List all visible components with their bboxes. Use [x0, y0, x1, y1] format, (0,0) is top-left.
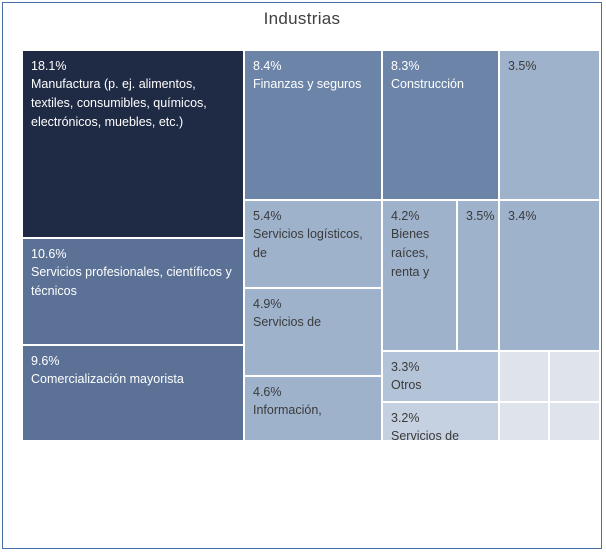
treemap-tile[interactable] — [382, 351, 499, 402]
tile-label: Información, — [253, 403, 322, 417]
tile-label: Comercialización mayorista — [31, 372, 184, 386]
treemap-tile[interactable] — [244, 376, 382, 441]
treemap-tile[interactable] — [382, 402, 499, 441]
tile-value: 3.5% — [508, 59, 537, 73]
treemap-tile[interactable] — [382, 50, 499, 200]
tile-value: 3.3% — [391, 360, 420, 374]
tile-value: 9.6% — [31, 354, 60, 368]
tile-value: 3.4% — [508, 209, 537, 223]
tile-value: 4.9% — [253, 297, 282, 311]
treemap-tile[interactable] — [244, 200, 382, 288]
tile-value: 4.6% — [253, 385, 282, 399]
tile-value: 8.4% — [253, 59, 282, 73]
tile-value: 8.3% — [391, 59, 420, 73]
treemap-tile[interactable] — [499, 402, 549, 441]
treemap-tile[interactable] — [499, 200, 600, 351]
tile-label: Servicios de — [253, 315, 322, 329]
treemap-tile[interactable] — [499, 351, 549, 402]
treemap-tile[interactable] — [22, 345, 244, 441]
tile-value: 5.4% — [253, 209, 282, 223]
treemap-tile[interactable] — [22, 238, 244, 345]
tile-value: 3.2% — [391, 411, 420, 425]
chart-frame — [2, 2, 602, 549]
chart-title: Industrias — [263, 9, 341, 28]
treemap-tile[interactable] — [244, 50, 382, 200]
tile-label: Servicios profesionales, científicos y técnicos — [31, 265, 232, 298]
tile-value: 18.1% — [31, 59, 67, 73]
treemap-tile[interactable] — [22, 50, 244, 238]
treemap-tile[interactable] — [549, 351, 600, 402]
tile-label: Bienes raíces, renta y — [391, 227, 430, 279]
tile-label: Manufactura (p. ej. alimentos, textiles, consumibles, químicos, electrónicos, muebles, etc.) — [31, 77, 207, 129]
treemap-plot — [22, 50, 600, 441]
treemap-tile[interactable] — [457, 200, 499, 351]
treemap-tile[interactable] — [382, 200, 457, 351]
tile-label: Servicios logísticos, de — [253, 227, 363, 260]
tile-value: 3.5% — [466, 209, 495, 223]
tile-label: Otros — [391, 378, 422, 392]
tile-value: 10.6% — [31, 247, 67, 261]
treemap-tile[interactable] — [549, 402, 600, 441]
tile-label: Finanzas y seguros — [253, 77, 362, 91]
treemap-tile[interactable] — [499, 50, 600, 200]
tile-value: 4.2% — [391, 209, 420, 223]
tile-label: Construcción — [391, 77, 464, 91]
tile-label: Servicios de — [391, 429, 460, 441]
treemap-tile[interactable] — [244, 288, 382, 376]
